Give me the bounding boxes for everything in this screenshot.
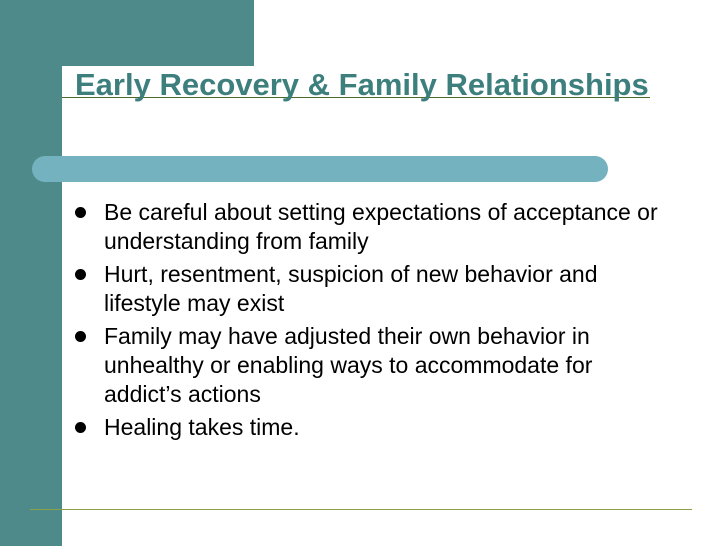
slide-title: Early Recovery & Family Relationships (75, 67, 649, 102)
bullet-dot-icon (75, 422, 86, 433)
bullet-dot-icon (75, 207, 86, 218)
bullet-text: Family may have adjusted their own behavior in unhealthy or enabling ways to accommodate for addict’s actions (104, 323, 593, 407)
top-decorative-block (62, 0, 254, 66)
bullet-item (75, 413, 675, 442)
bullet-text: Healing takes time. (104, 414, 300, 440)
bullet-item (75, 198, 675, 256)
bullet-item (75, 260, 675, 318)
left-decorative-bar (0, 0, 62, 546)
accent-pill-bar (32, 156, 608, 182)
footer-rule (30, 509, 692, 510)
bullet-dot-icon (75, 331, 86, 342)
bullet-text: Be careful about setting expectations of acceptance or understanding from family (104, 199, 658, 254)
bullet-item (75, 322, 675, 409)
bullet-dot-icon (75, 269, 86, 280)
bullet-list (75, 198, 675, 446)
bullet-text: Hurt, resentment, suspicion of new behavior and lifestyle may exist (104, 261, 598, 316)
